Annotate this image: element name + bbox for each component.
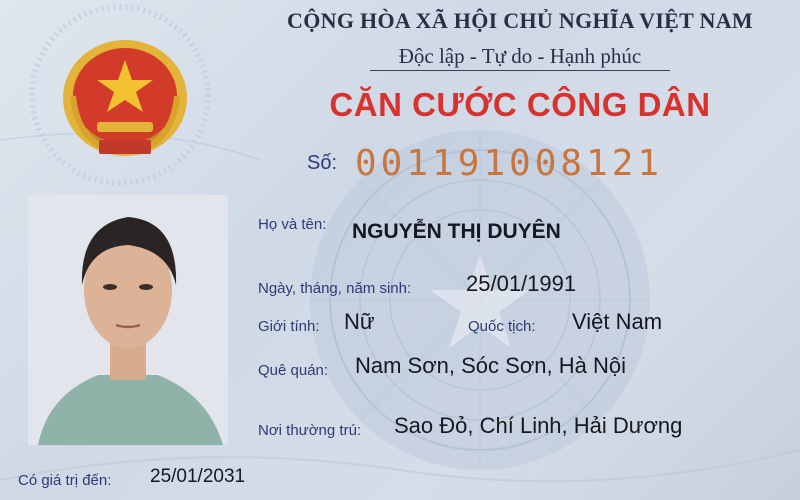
nation-header: CỘNG HÒA XÃ HỘI CHỦ NGHĨA VIỆT NAM (287, 8, 753, 33)
motto-underline (370, 70, 670, 71)
dob-label: Ngày, tháng, năm sinh: (258, 280, 412, 297)
id-number: 001191008121 (355, 143, 664, 184)
expiry-value: 25/01/2031 (150, 466, 246, 487)
full-name: NGUYỄN THỊ DUYÊN (352, 220, 561, 243)
hometown-label: Quê quán: (258, 362, 329, 379)
full-name-label: Họ và tên: (258, 216, 327, 233)
motto: Độc lập - Tự do - Hạnh phúc (398, 44, 642, 68)
residence-value: Sao Đỏ, Chí Linh, Hải Dương (394, 413, 683, 438)
national-emblem-icon (55, 36, 195, 166)
dob-value: 25/01/1991 (466, 271, 577, 296)
portrait-photo (28, 195, 228, 445)
residence-label: Nơi thường trú: (258, 422, 362, 439)
sex-value: Nữ (344, 309, 375, 334)
nationality-value: Việt Nam (572, 309, 663, 334)
sex-label: Giới tính: (258, 318, 320, 335)
nationality-label: Quốc tịch: (468, 318, 536, 335)
id-number-label: Số: (307, 152, 338, 174)
document-title: CĂN CƯỚC CÔNG DÂN (329, 86, 711, 123)
expiry-label: Có giá trị đến: (18, 472, 112, 489)
hometown-value: Nam Sơn, Sóc Sơn, Hà Nội (355, 353, 626, 378)
